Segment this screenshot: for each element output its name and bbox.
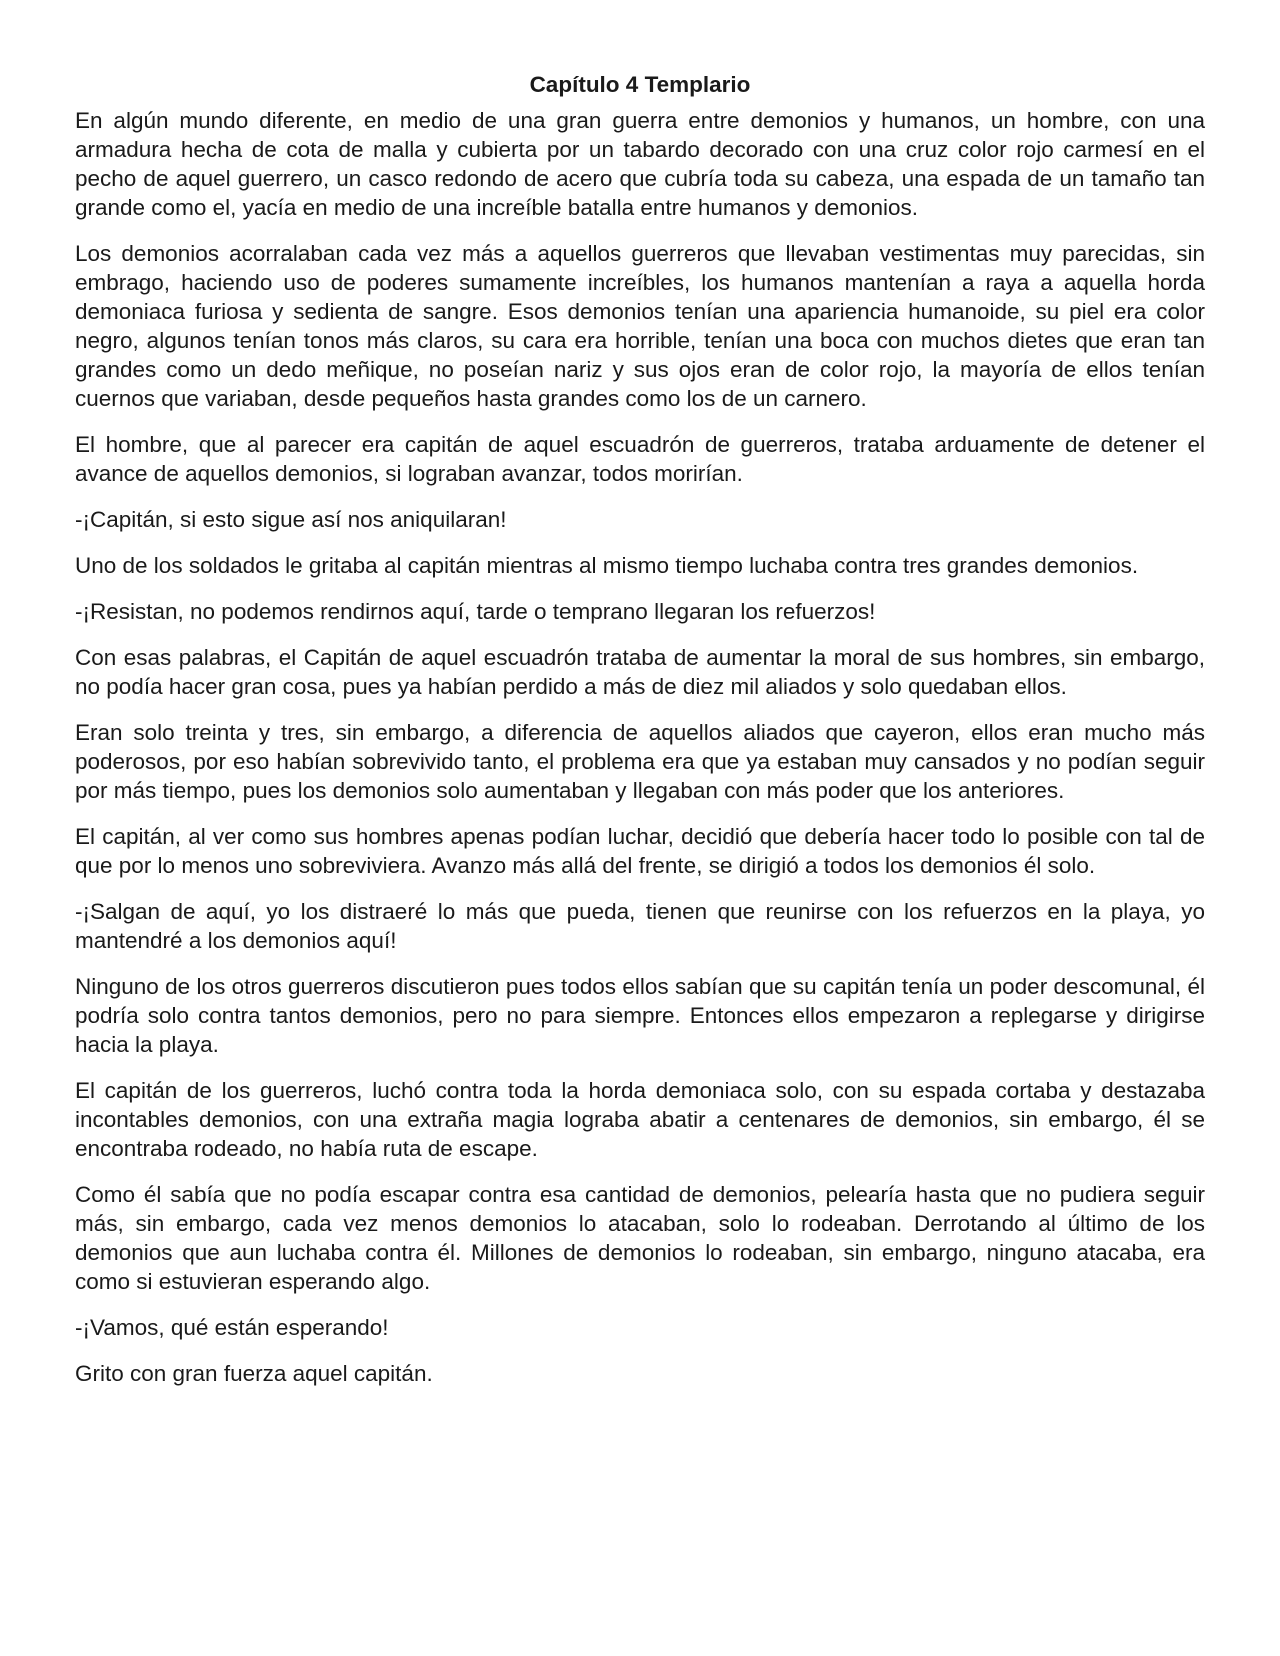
paragraph-12: El capitán de los guerreros, luchó contra toda la horda demoniaca solo, con su espada cortaba y destazaba incontables demonios, con una extraña magia lograba abatir a centenares de demonios, sin embargo, él se encontraba rodeado, no había ruta de escape. [75, 1078, 1205, 1161]
paragraph-1: En algún mundo diferente, en medio de una gran guerra entre demonios y humanos, un hombre, con una armadura hecha de cota de malla y cubierta por un tabardo decorado con una cruz color rojo carmesí en el pecho de aquel guerrero, un casco redondo de acero que cubría toda su cabeza, una espada de un tamaño tan grande como el, yacía en medio de una increíble batalla entre humanos y demonios. [75, 108, 1205, 220]
paragraph-3: El hombre, que al parecer era capitán de aquel escuadrón de guerreros, trataba arduamente de detener el avance de aquellos demonios, si lograban avanzar, todos morirían. [75, 432, 1205, 486]
paragraph-5: Uno de los soldados le gritaba al capitán mientras al mismo tiempo luchaba contra tres grandes demonios. [75, 553, 1139, 578]
paragraph-14: -¡Vamos, qué están esperando! [75, 1315, 389, 1340]
paragraph-2: Los demonios acorralaban cada vez más a aquellos guerreros que llevaban vestimentas muy parecidas, sin embrago, haciendo uso de poderes sumamente increíbles, los humanos mantenían a raya a aquella horda demoniaca furiosa y sedienta de sangre. Esos demonios tenían una apariencia humanoide, su piel era color negro, algunos tenían tonos más claros, su cara era horrible, tenían una boca con muchos dietes que eran tan grandes como un dedo meñique, no poseían nariz y sus ojos eran de color rojo, la mayoría de ellos tenían cuernos que variaban, desde pequeños hasta grandes como los de un carnero. [75, 241, 1205, 411]
chapter-title: Capítulo 4 Templario [529, 72, 751, 97]
document-page [75, 70, 1205, 1388]
paragraph-11: Ninguno de los otros guerreros discutieron pues todos ellos sabían que su capitán tenía un poder descomunal, él podría solo contra tantos demonios, pero no para siempre. Entonces ellos empezaron a replegarse y dirigirse hacia la playa. [75, 974, 1205, 1057]
paragraph-15: Grito con gran fuerza aquel capitán. [75, 1361, 433, 1386]
paragraph-4: -¡Capitán, si esto sigue así nos aniquilaran! [75, 507, 507, 532]
paragraph-13: Como él sabía que no podía escapar contra esa cantidad de demonios, pelearía hasta que no pudiera seguir más, sin embargo, cada vez menos demonios lo atacaban, solo lo rodeaban. Derrotando al último de los demonios que aun luchaba contra él. Millones de demonios lo rodeaban, sin embargo, ninguno atacaba, era como si estuvieran esperando algo. [75, 1182, 1205, 1294]
paragraph-7: Con esas palabras, el Capitán de aquel escuadrón trataba de aumentar la moral de sus hombres, sin embargo, no podía hacer gran cosa, pues ya habían perdido a más de diez mil aliados y solo quedaban ellos. [75, 645, 1205, 699]
paragraph-6: -¡Resistan, no podemos rendirnos aquí, tarde o temprano llegaran los refuerzos! [75, 599, 876, 624]
paragraph-10: -¡Salgan de aquí, yo los distraeré lo más que pueda, tienen que reunirse con los refuerzos en la playa, yo mantendré a los demonios aquí! [75, 899, 1205, 953]
paragraph-8: Eran solo treinta y tres, sin embargo, a diferencia de aquellos aliados que cayeron, ellos eran mucho más poderosos, por eso habían sobrevivido tanto, el problema era que ya estaban muy cansados y no podían seguir por más tiempo, pues los demonios solo aumentaban y llegaban con más poder que los anteriores. [75, 720, 1205, 803]
paragraph-9: El capitán, al ver como sus hombres apenas podían luchar, decidió que debería hacer todo lo posible con tal de que por lo menos uno sobreviviera. Avanzo más allá del frente, se dirigió a todos los demonios él solo. [75, 824, 1205, 878]
